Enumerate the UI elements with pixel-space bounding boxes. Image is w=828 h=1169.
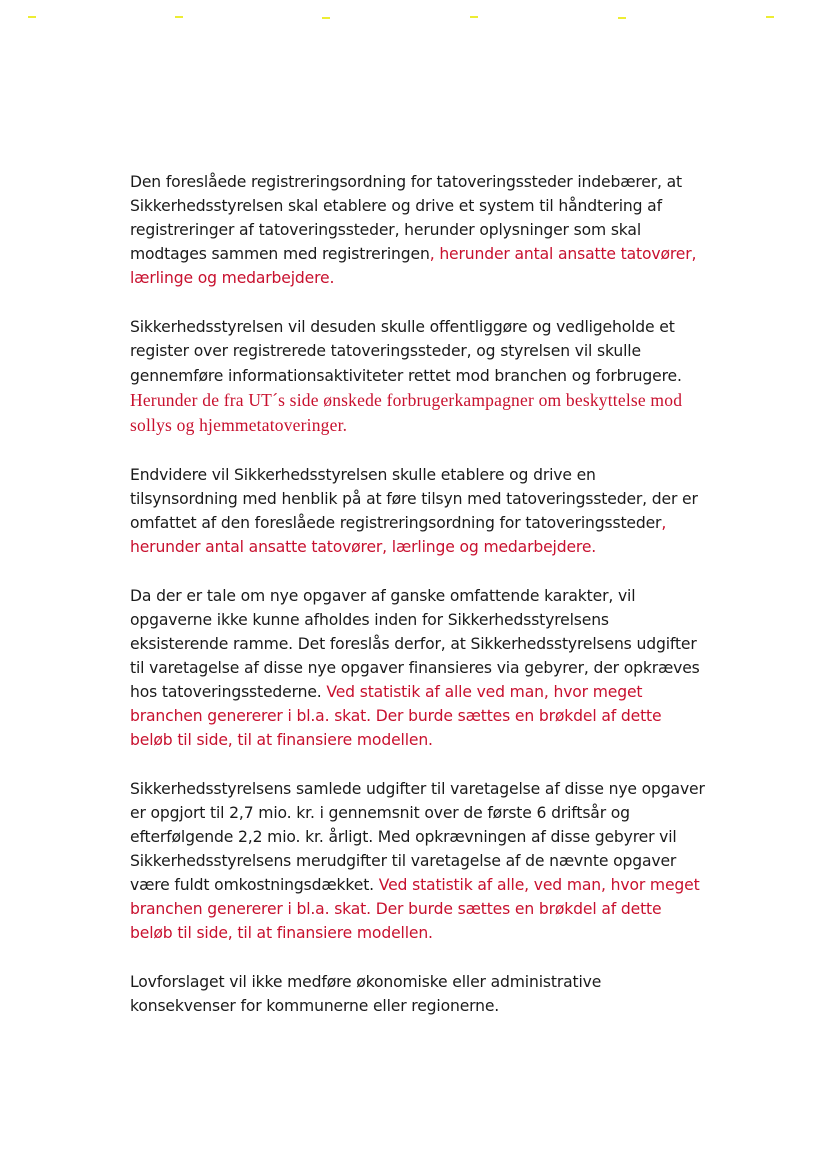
scan-artifacts [0, 12, 828, 42]
paragraph-comment: , herunder antal ansatte tatovører, lærlinge og medarbejdere. [130, 514, 667, 556]
scan-mark [322, 17, 330, 19]
paragraph-comment: , herunder antal ansatte tatovører, lærlinge og medarbejdere. [130, 245, 697, 287]
paragraph-costs [130, 777, 705, 945]
paragraph-comment: Ved statistik af alle, ved man, hvor meget branchen genererer i bl.a. skat. Der burde sættes en brøkdel af dette beløb til side, til at finansiere modellen. [130, 876, 700, 942]
document-body [130, 170, 705, 1043]
paragraph-supervision [130, 463, 705, 559]
scan-mark [28, 16, 36, 18]
paragraph-comment: Ved statistik af alle ved man, hvor meget branchen genererer i bl.a. skat. Der burde sættes en brøkdel af dette beløb til side, til at finansiere modellen. [130, 683, 662, 749]
paragraph-register [130, 315, 705, 438]
paragraph-comment: Herunder de fra UT´s side ønskede forbrugerkampagner om beskyttelse mod sollys og hjemmetatoveringer. [130, 390, 683, 435]
paragraph-registration [130, 170, 705, 290]
paragraph-text: Den foreslåede registreringsordning for tatoveringssteder indebærer, at Sikkerhedsstyrelsen skal etablere og drive et system til håndtering af registreringer af tatoveringssteder, herunder oplysninger som skal modtages sammen med registreringen [130, 173, 682, 263]
paragraph-text: Sikkerhedsstyrelsen vil desuden skulle offentliggøre og vedligeholde et register over registrerede tatoveringssteder, og styrelsen vil skulle gennemføre informationsaktiviteter rettet mod branchen og forbrugere. [130, 318, 682, 385]
paragraph-text: Sikkerhedsstyrelsens samlede udgifter til varetagelse af disse nye opgaver er opgjort til 2,7 mio. kr. i gennemsnit over de første 6 driftsår og efterfølgende 2,2 mio. kr. årligt. Med opkrævningen af disse gebyrer vil Sikkerhedsstyrelsens merudgifter til varetagelse af de nævnte opgaver være fuldt omkostningsdækket. [130, 780, 705, 894]
paragraph-text: Lovforslaget vil ikke medføre økonomiske eller administrative konsekvenser for kommunerne eller regionerne. [130, 973, 602, 1015]
paragraph-consequences [130, 970, 705, 1018]
scan-mark [470, 16, 478, 18]
paragraph-funding [130, 584, 705, 752]
scan-mark [766, 16, 774, 18]
paragraph-text: Da der er tale om nye opgaver af ganske omfattende karakter, vil opgaverne ikke kunne afholdes inden for Sikkerhedsstyrelsens eksisterende ramme. Det foreslås derfor, at Sikkerhedsstyrelsens udgifter til varetagelse af disse nye opgaver finansieres via gebyrer, der opkræves hos tatoveringsstederne. [130, 587, 700, 701]
scan-mark [618, 17, 626, 19]
scan-mark [175, 16, 183, 18]
paragraph-text: Endvidere vil Sikkerhedsstyrelsen skulle etablere og drive en tilsynsordning med henblik på at føre tilsyn med tatoveringssteder, der er omfattet af den foreslåede registreringsordning for tatoveringssteder [130, 466, 698, 532]
